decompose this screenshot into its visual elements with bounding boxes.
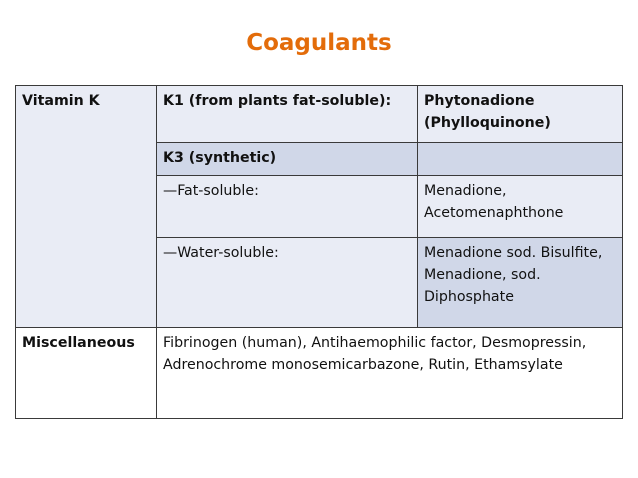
misc-label-cell <box>16 328 157 419</box>
table-cell <box>418 176 623 238</box>
misc-value: Fibrinogen (human), Antihaemophilic factor, Desmopressin, Adrenochrome monosemicarbazone, Rutin, Ethamsylate <box>163 335 587 373</box>
water-soluble-value: Menadione sod. Bisulfite, Menadione, sod. Diphosphate <box>424 245 603 305</box>
k1-value: Phytonadione (Phylloquinone) <box>424 93 551 131</box>
table-cell <box>418 143 623 176</box>
vitamin-k-label-cell <box>16 86 157 328</box>
vitamin-k-label: Vitamin K <box>22 93 100 109</box>
table-cell <box>418 86 623 143</box>
fat-soluble-value: Menadione, Acetomenaphthone <box>424 183 564 221</box>
misc-value-cell <box>157 328 623 419</box>
table-cell <box>157 143 418 176</box>
misc-label: Miscellaneous <box>22 335 135 351</box>
table-cell <box>157 238 418 328</box>
table-row <box>16 86 623 143</box>
coagulants-table <box>15 85 623 419</box>
page-title: Coagulants <box>246 30 392 56</box>
k3-label: K3 (synthetic) <box>163 150 277 166</box>
table-cell <box>418 238 623 328</box>
table-cell <box>157 86 418 143</box>
table-cell <box>157 176 418 238</box>
k1-label: K1 (from plants fat-soluble): <box>163 93 392 109</box>
table-row <box>16 328 623 419</box>
fat-soluble-label: —Fat-soluble: <box>163 183 259 199</box>
water-soluble-label: —Water-soluble: <box>163 245 279 261</box>
